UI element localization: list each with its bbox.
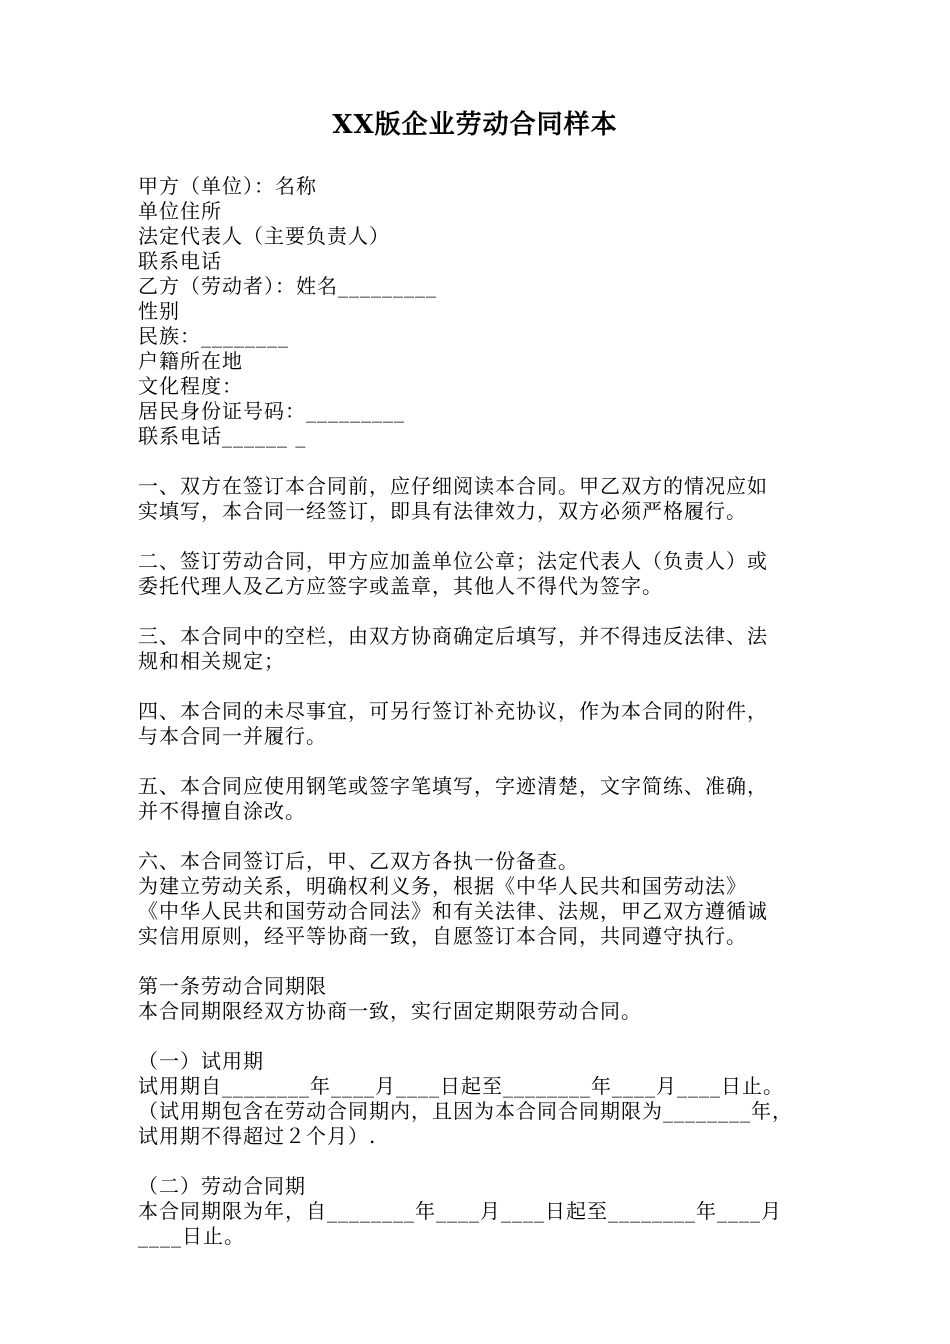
probation-line-1: 试用期自________年____月____日起至________年____月____日止。 bbox=[138, 1074, 784, 1098]
note-4-line-1: 四、本合同的未尽事宜，可另行签订补充协议，作为本合同的附件， bbox=[138, 699, 768, 723]
party-b-phone-field: 联系电话______ _ bbox=[138, 424, 307, 448]
party-b-name-field: 乙方（劳动者）：姓名_________ bbox=[138, 274, 437, 298]
note-6-line-1: 六、本合同签订后，甲、乙双方各执一份备查。 bbox=[138, 849, 579, 873]
article-1-text: 本合同期限经双方协商一致，实行固定期限劳动合同。 bbox=[138, 999, 642, 1023]
preamble-line-1: 为建立劳动关系，明确权利义务，根据《中华人民共和国劳动法》 bbox=[138, 874, 747, 898]
note-3-line-1: 三、本合同中的空栏，由双方协商确定后填写，并不得违反法律、法 bbox=[138, 624, 768, 648]
party-a-phone-field: 联系电话 bbox=[138, 249, 222, 273]
party-a-name-field: 甲方（单位）：名称 bbox=[138, 174, 317, 198]
party-b-education-field: 文化程度： bbox=[138, 374, 243, 398]
article-1-heading: 第一条劳动合同期限 bbox=[138, 974, 327, 998]
document-title: XX版企业劳动合同样本 bbox=[332, 110, 618, 140]
note-4-line-2: 与本合同一并履行。 bbox=[138, 724, 327, 748]
note-1-line-2: 实填写，本合同一经签订，即具有法律效力，双方必须严格履行。 bbox=[138, 499, 747, 523]
preamble-line-2: 《中华人民共和国劳动合同法》和有关法律、法规，甲乙双方遵循诚 bbox=[138, 899, 768, 923]
note-1-line-1: 一、双方在签订本合同前，应仔细阅读本合同。甲乙双方的情况应如 bbox=[138, 474, 768, 498]
party-a-representative-field: 法定代表人（主要负责人） bbox=[138, 224, 390, 248]
preamble-line-3: 实信用原则，经平等协商一致，自愿签订本合同，共同遵守执行。 bbox=[138, 924, 747, 948]
party-b-id-number-field: 居民身份证号码：_________ bbox=[138, 399, 405, 423]
note-3-line-2: 规和相关规定； bbox=[138, 649, 285, 673]
contract-term-line-1: 本合同期限为年，自________年____月____日起至________年____月 bbox=[138, 1199, 782, 1223]
note-5-line-2: 并不得擅自涂改。 bbox=[138, 799, 306, 823]
contract-term-line-2: ____日止。 bbox=[138, 1224, 245, 1248]
party-a-address-field: 单位住所 bbox=[138, 199, 222, 223]
instructions-section bbox=[138, 474, 838, 1249]
probation-heading: （一）试用期 bbox=[138, 1049, 264, 1073]
note-5-line-1: 五、本合同应使用钢笔或签字笔填写，字迹清楚，文字简练、准确， bbox=[138, 774, 768, 798]
header-fields bbox=[138, 174, 838, 449]
party-b-household-field: 户籍所在地 bbox=[138, 349, 243, 373]
probation-line-3: 试用期不得超过２个月）. bbox=[138, 1124, 377, 1148]
party-b-gender-field: 性别 bbox=[138, 299, 180, 323]
probation-line-2: （试用期包含在劳动合同期内，且因为本合同合同期限为________年， bbox=[138, 1099, 793, 1123]
contract-term-heading: （二）劳动合同期 bbox=[138, 1174, 306, 1198]
party-b-ethnicity-field: 民族：________ bbox=[138, 324, 289, 348]
note-2-line-2: 委托代理人及乙方应签字或盖章，其他人不得代为签字。 bbox=[138, 574, 663, 598]
note-2-line-1: 二、签订劳动合同，甲方应加盖单位公章；法定代表人（负责人）或 bbox=[138, 549, 768, 573]
